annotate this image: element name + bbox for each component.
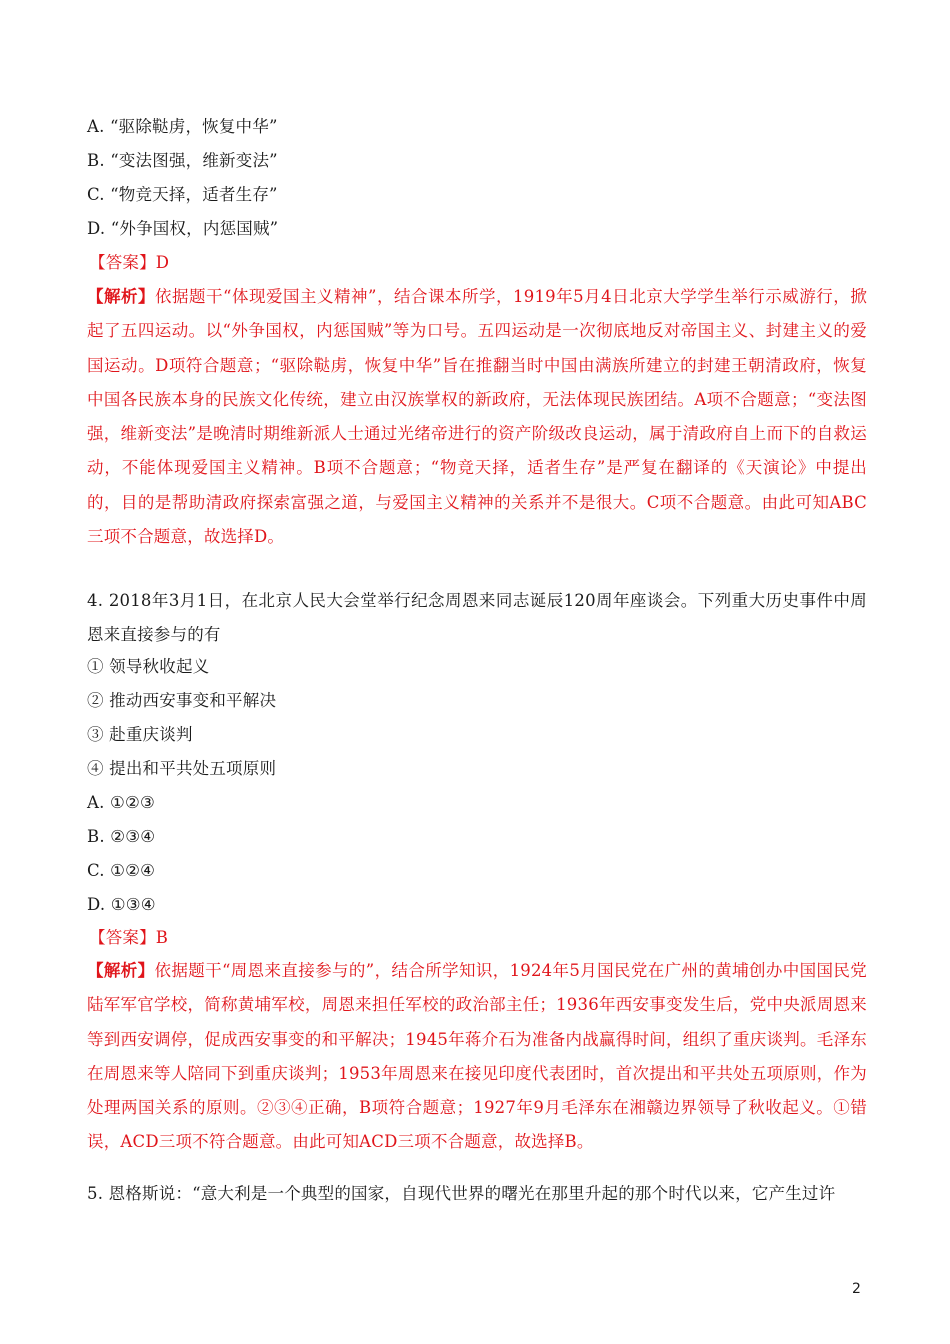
q4-statement-3: ③ 赴重庆谈判 [87, 725, 193, 744]
q4-statement-2: ② 推动西安事变和平解决 [87, 691, 277, 710]
q3-analysis [87, 280, 867, 554]
q3-option-a: A. “驱除鞑虏，恢复中华” [87, 117, 278, 136]
q4-option-d: D. ①③④ [87, 895, 156, 914]
q4-option-b: B. ②③④ [87, 827, 156, 846]
q4-option-c: C. ①②④ [87, 861, 156, 880]
q4-statement-4: ④ 提出和平共处五项原则 [87, 759, 277, 778]
q5-stem: 5. 恩格斯说：“意大利是一个典型的国家，自现代世界的曙光在那里升起的那个时代以来，它产生过许 [87, 1184, 836, 1203]
q4-stem: 4. 2018年3月1日，在北京人民大会堂举行纪念周恩来同志诞辰120周年座谈会。下列重大历史事件中周恩来直接参与的有 [87, 591, 867, 645]
q4-analysis-label: 【解析】 [87, 961, 155, 980]
page-number: 2 [852, 1281, 861, 1297]
q3-option-c: C. “物竞天择，适者生存” [87, 185, 278, 204]
q3-option-d: D. “外争国权，内惩国贼” [87, 219, 279, 238]
q4-analysis [87, 954, 867, 1160]
q3-option-b: B. “变法图强，维新变法” [87, 151, 278, 170]
q3-answer: 【答案】D [89, 253, 170, 272]
q4-option-a: A. ①②③ [87, 793, 155, 812]
q3-analysis-text: 依据题干“体现爱国主义精神”，结合课本所学，1919年5月4日北京大学学生举行示威游行，掀起了五四运动。以“外争国权，内惩国贼”等为口号。五四运动是一次彻底地反对帝国主义、封建主义的爱国运动。D项符合题意；“驱除鞑虏，恢复中华”旨在推翻当时中国由满族所建立的封建王朝清政府，恢复中国各民族本身的民族文化传统，建立由汉族掌权的新政府，无法体现民族团结。A项不合题意；“变法图强，维新变法”是晚清时期维新派人士通过光绪帝进行的资产阶级改良运动，属于清政府自上而下的自救运动，不能体现爱国主义精神。B项不合题意；“物竞天择，适者生存”是严复在翻译的《天演论》中提出的，目的是帮助清政府探索富强之道，与爱国主义精神的关系并不是很大。C项不合题意。由此可知ABC三项不合题意，故选择D。 [87, 287, 867, 547]
q4-analysis-text: 依据题干“周恩来直接参与的”，结合所学知识，1924年5月国民党在广州的黄埔创办中国国民党陆军军官学校，简称黄埔军校，周恩来担任军校的政治部主任；1936年西安事变发生后，党中央派周恩来等到西安调停，促成西安事变的和平解决；1945年蒋介石为准备内战赢得时间，组织了重庆谈判。毛泽东在周恩来等人陪同下到重庆谈判；1953年周恩来在接见印度代表团时，首次提出和平共处五项原则，作为处理两国关系的原则。②③④正确，B项符合题意；1927年9月毛泽东在湘赣边界领导了秋收起义。①错误，ACD三项不符合题意。由此可知ACD三项不合题意，故选择B。 [87, 961, 867, 1152]
q3-analysis-label: 【解析】 [87, 287, 156, 306]
q4-answer: 【答案】B [89, 928, 169, 947]
q4-statement-1: ① 领导秋收起义 [87, 657, 210, 676]
